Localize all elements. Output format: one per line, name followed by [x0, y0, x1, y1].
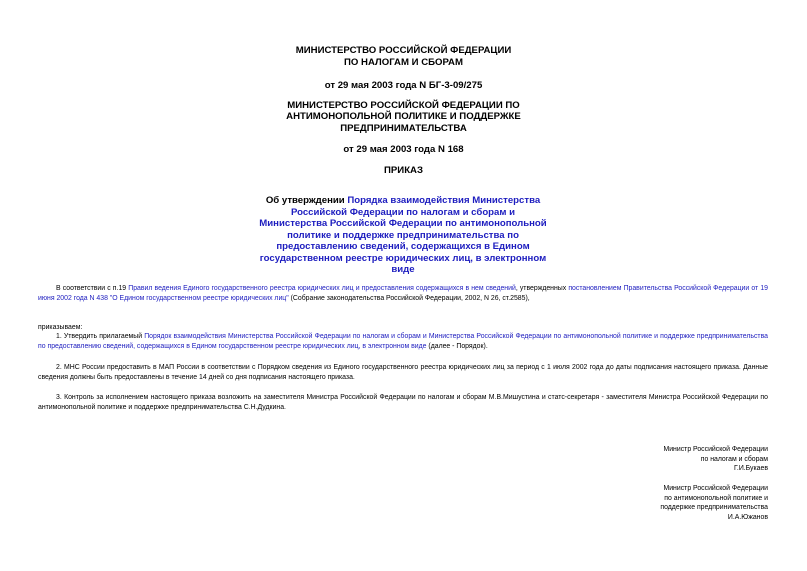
item-1-text-1: 1. Утвердить прилагаемый [56, 333, 145, 340]
document-type: ПРИКАЗ [384, 165, 423, 176]
item-1-text-2: (далее - Порядок). [426, 342, 488, 350]
signature-block-2 [548, 484, 768, 522]
rules-link[interactable]: Правил ведения Единого государственного реестра юридических лиц и предоставления содержащихся в нем сведений [128, 285, 516, 292]
item-1-paragraph [38, 332, 768, 351]
header-ministry2-line-1: МИНИСТЕРСТВО РОССИЙСКОЙ ФЕДЕРАЦИИ ПО [287, 100, 520, 111]
header-date-2: от 29 мая 2003 года N 168 [343, 144, 464, 155]
header-date-1: от 29 мая 2003 года N БГ-3-09/275 [324, 80, 483, 91]
signature-1-line-1: Министр Российской Федерации [663, 446, 768, 453]
signature-2-name: И.А.Южанов [727, 513, 768, 521]
procedure-link[interactable]: Порядок взаимодействия Министерства Российской Федерации по налогам и сборам и Министерства Российской Федерации по антимонопольной политике и поддержке предпринимательства по предоставлению сведений, содержащихся в Едином государственном реестре юридических лиц, в электронном виде [38, 333, 768, 350]
item-3-paragraph: 3. Контроль за исполнением настоящего приказа возложить на заместителя Министра Российской Федерации по налогам и сборам М.В.Мишустина и статс-секретаря - заместителя Министра Российской Федерации по антимонопольной политике и поддержке предпринимательства С.Н.Дудкина. [38, 394, 768, 411]
signature-2-line-3: поддержке предпринимательства [660, 504, 768, 511]
header-ministry2-line-3: ПРЕДПРИНИМАТЕЛЬСТВА [340, 123, 467, 134]
signature-1-line-2: по налогам и сборам [700, 455, 768, 463]
title-prefix: Об утверждении [265, 195, 348, 206]
header-line-1: МИНИСТЕРСТВО РОССИЙСКОЙ ФЕДЕРАЦИИ [295, 45, 512, 56]
header-line-2: ПО НАЛОГАМ И СБОРАМ [344, 57, 463, 68]
document-title [258, 195, 548, 276]
signature-block-1 [548, 445, 768, 474]
intro-text-2: , утвержденных [515, 285, 569, 292]
intro-paragraph [38, 284, 768, 303]
order-word: приказываем: [38, 324, 83, 331]
title-link[interactable]: Порядка взаимодействия Министерства Российской Федерации по налогам и сборам и Министерства Российской Федерации по антимонопольной политике и поддержке предпринимательства по предоставлению сведений, содержащихся в Едином государственном реестре юридических лиц, в электронном виде [259, 195, 547, 275]
signature-2-line-2: по антимонопольной политике и [664, 494, 768, 502]
item-2-paragraph: 2. МНС России предоставить в МАП России в соответствии с Порядком сведения из Единого государственного реестра юридических лиц за период с 1 июля 2002 года до даты подписания настоящего приказа. Данные сведения должны быть предоставлены в течение 14 дней со дня подписания настоящего приказа. [38, 364, 768, 381]
signature-2-line-1: Министр Российской Федерации [663, 485, 768, 492]
signature-1-name: Г.И.Букаев [734, 465, 768, 472]
resolution-link[interactable]: постановлением Правительства Российской Федерации от 19 июня 2002 года N 438 "О Едином государственном реестре юридических лиц" [38, 285, 768, 302]
intro-text-1: В соответствии с п.19 [56, 285, 129, 292]
header-ministry2-line-2: АНТИМОНОПОЛЬНОЙ ПОЛИТИКЕ И ПОДДЕРЖКЕ [286, 111, 521, 122]
intro-text-3: (Собрание законодательства Российской Федерации, 2002, N 26, ст.2585), [288, 294, 530, 302]
